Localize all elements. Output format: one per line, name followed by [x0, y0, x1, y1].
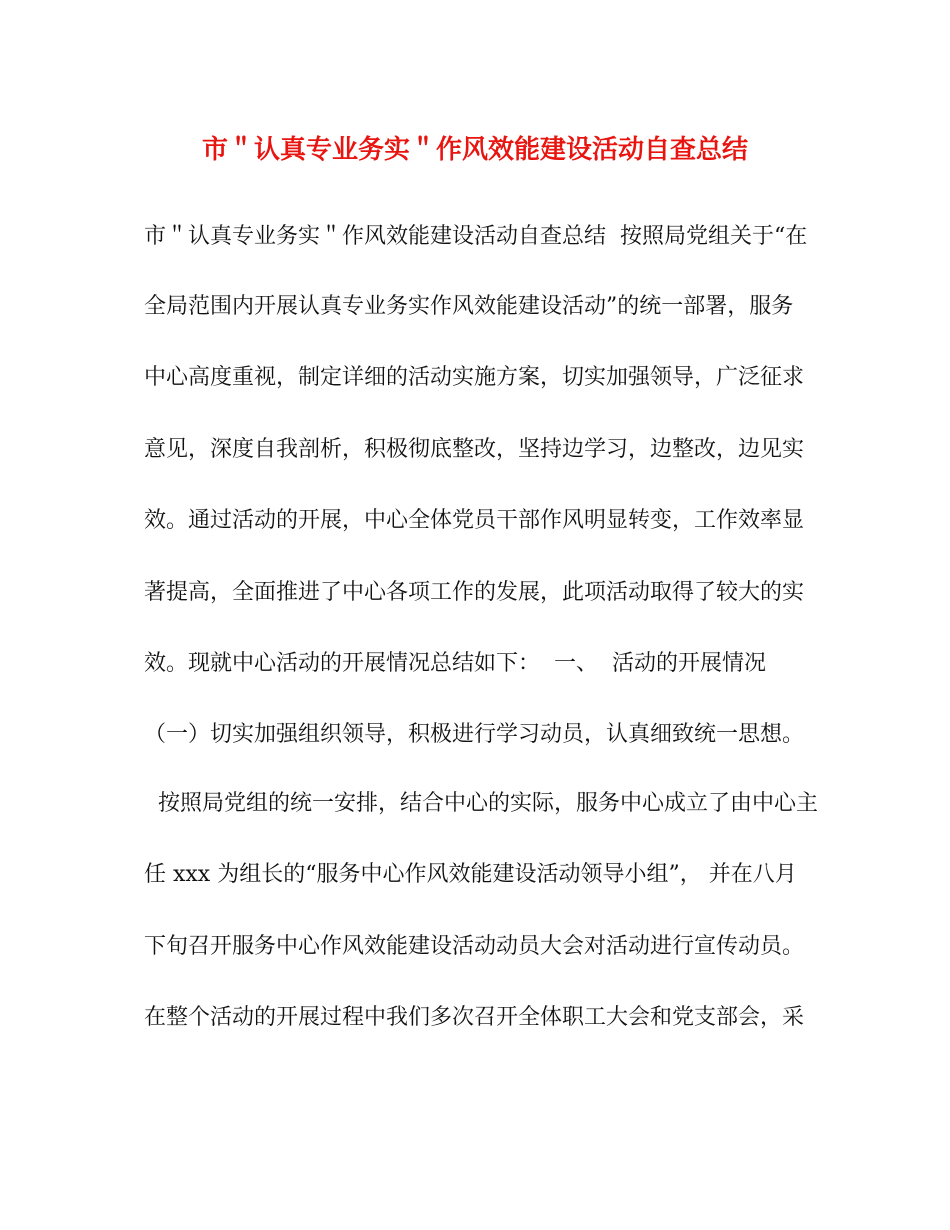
paragraph-line-8: （一）切实加强组织领导，积极进行学习动员，认真细致统一思想。	[144, 722, 805, 747]
document-title: 市＂认真专业务实＂作风效能建设活动自查总结	[201, 135, 748, 165]
paragraph-line-9: 按照局党组的统一安排，结合中心的实际，服务中心成立了由中心主	[144, 791, 818, 816]
paragraph-line-12: 在整个活动的开展过程中我们多次召开全体职工大会和党支部会，采	[144, 1005, 805, 1030]
paragraph-line-7: 效。现就中心活动的开展情况总结如下： 一、 活动的开展情况	[144, 651, 766, 676]
paragraph-line-11: 下旬召开服务中心作风效能建设活动动员大会对活动进行宣传动员。	[144, 934, 805, 959]
paragraph-line-5: 效。通过活动的开展，中心全体党员干部作风明显转变，工作效率显	[144, 508, 805, 533]
paragraph-line-10: 任 xxx 为组长的“服务中心作风效能建设活动领导小组”， 并在八月	[144, 862, 797, 887]
paragraph-line-2: 全局范围内开展认真专业务实作风效能建设活动”的统一部署，服务	[144, 294, 794, 319]
paragraph-line-3: 中心高度重视，制定详细的活动实施方案，切实加强领导，广泛征求	[144, 365, 805, 390]
paragraph-line-1: 市＂认真专业务实＂作风效能建设活动自查总结 按照局党组关于“在	[144, 224, 808, 249]
paragraph-line-6: 著提高，全面推进了中心各项工作的发展，此项活动取得了较大的实	[144, 580, 805, 605]
paragraph-line-4: 意见，深度自我剖析，积极彻底整改，坚持边学习，边整改，边见实	[144, 437, 805, 462]
